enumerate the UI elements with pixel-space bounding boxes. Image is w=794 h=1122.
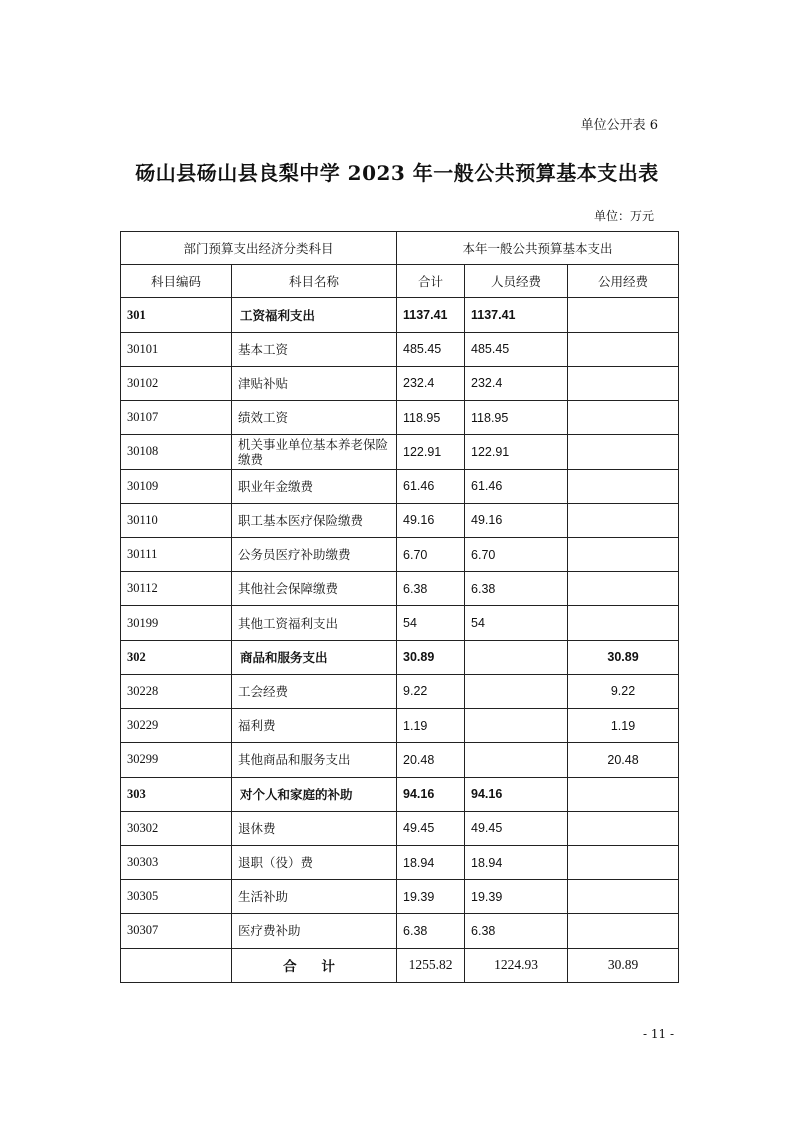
header-name: 科目名称 [232,265,397,298]
table-row [121,640,679,674]
cell-name: 公务员医疗补助缴费 [232,537,397,571]
cell-total: 18.94 [397,845,465,879]
table-number: 单位公开表 6 [580,118,658,133]
table-row [121,332,679,366]
cell-name: 其他工资福利支出 [232,606,397,640]
table-row [121,435,679,469]
cell-total: 485.45 [397,332,465,366]
cell-public [568,606,679,640]
cell-public [568,435,679,469]
table-row [121,298,679,332]
cell-personnel: 6.70 [465,537,568,571]
page-number: - 11 - [642,1027,674,1041]
cell-code: 30228 [121,674,232,708]
cell-total: 9.22 [397,674,465,708]
table-row [121,366,679,400]
cell-personnel [465,743,568,777]
header-group-row [121,232,679,265]
total-label: 合 计 [232,948,397,982]
cell-name: 工会经费 [232,674,397,708]
cell-personnel: 485.45 [465,332,568,366]
header-column-row [121,265,679,298]
cell-public: 1.19 [568,709,679,743]
cell-name: 绩效工资 [232,401,397,435]
cell-personnel: 18.94 [465,845,568,879]
cell-total: 118.95 [397,401,465,435]
cell-name: 津贴补贴 [232,366,397,400]
cell-personnel: 94.16 [465,777,568,811]
cell-public: 20.48 [568,743,679,777]
header-personnel: 人员经费 [465,265,568,298]
cell-public [568,811,679,845]
cell-total: 122.91 [397,435,465,469]
cell-personnel: 1137.41 [465,298,568,332]
cell-code: 30305 [121,880,232,914]
cell-public: 9.22 [568,674,679,708]
budget-table [120,231,679,983]
cell-public [568,503,679,537]
cell-personnel: 6.38 [465,914,568,948]
cell-personnel: 49.45 [465,811,568,845]
table-row [121,743,679,777]
cell-code: 302 [121,640,232,674]
header-code: 科目编码 [121,265,232,298]
header-group-right: 本年一般公共预算基本支出 [397,232,679,265]
cell-total: 1.19 [397,709,465,743]
cell-personnel [465,640,568,674]
cell-code: 30108 [121,435,232,469]
header-total: 合计 [397,265,465,298]
table-row [121,469,679,503]
cell-personnel: 118.95 [465,401,568,435]
cell-name: 工资福利支出 [232,298,397,332]
table-row [121,811,679,845]
cell-public [568,777,679,811]
cell-public [568,469,679,503]
cell-personnel: 6.38 [465,572,568,606]
cell-public: 30.89 [568,640,679,674]
cell-public [568,572,679,606]
total-row [121,948,679,982]
cell-personnel: 61.46 [465,469,568,503]
table-row [121,709,679,743]
cell-total: 30.89 [397,640,465,674]
cell-personnel [465,709,568,743]
table-row [121,777,679,811]
header-group-left: 部门预算支出经济分类科目 [121,232,397,265]
cell-total: 232.4 [397,366,465,400]
total-empty [121,948,232,982]
cell-name: 机关事业单位基本养老保险缴费 [232,435,397,469]
cell-code: 30107 [121,401,232,435]
cell-total: 49.45 [397,811,465,845]
table-row [121,845,679,879]
table-row [121,503,679,537]
cell-personnel: 122.91 [465,435,568,469]
cell-name: 基本工资 [232,332,397,366]
cell-name: 医疗费补助 [232,914,397,948]
header-public: 公用经费 [568,265,679,298]
cell-name: 退休费 [232,811,397,845]
total-sum: 1255.82 [397,948,465,982]
cell-public [568,401,679,435]
cell-code: 303 [121,777,232,811]
cell-name: 退职（役）费 [232,845,397,879]
cell-code: 30307 [121,914,232,948]
cell-code: 30102 [121,366,232,400]
cell-name: 生活补助 [232,880,397,914]
cell-public [568,332,679,366]
cell-public [568,537,679,571]
cell-code: 30110 [121,503,232,537]
table-row [121,572,679,606]
cell-personnel: 54 [465,606,568,640]
cell-code: 30229 [121,709,232,743]
cell-name: 对个人和家庭的补助 [232,777,397,811]
cell-total: 20.48 [397,743,465,777]
cell-code: 30112 [121,572,232,606]
table-row [121,674,679,708]
total-public: 30.89 [568,948,679,982]
cell-total: 61.46 [397,469,465,503]
table-row [121,914,679,948]
cell-total: 94.16 [397,777,465,811]
cell-code: 301 [121,298,232,332]
cell-code: 30299 [121,743,232,777]
cell-personnel: 232.4 [465,366,568,400]
cell-name: 其他商品和服务支出 [232,743,397,777]
cell-personnel: 49.16 [465,503,568,537]
cell-code: 30302 [121,811,232,845]
cell-total: 19.39 [397,880,465,914]
table-row [121,880,679,914]
cell-name: 其他社会保障缴费 [232,572,397,606]
cell-public [568,845,679,879]
cell-total: 49.16 [397,503,465,537]
cell-public [568,880,679,914]
cell-total: 6.38 [397,914,465,948]
table-row [121,401,679,435]
cell-name: 福利费 [232,709,397,743]
cell-personnel: 19.39 [465,880,568,914]
cell-total: 6.38 [397,572,465,606]
table-row [121,606,679,640]
cell-total: 1137.41 [397,298,465,332]
cell-public [568,298,679,332]
cell-name: 商品和服务支出 [232,640,397,674]
cell-code: 30109 [121,469,232,503]
page-title: 砀山县砀山县良梨中学 2023 年一般公共预算基本支出表 [135,161,659,185]
cell-code: 30111 [121,537,232,571]
cell-code: 30303 [121,845,232,879]
total-personnel: 1224.93 [465,948,568,982]
cell-name: 职业年金缴费 [232,469,397,503]
cell-name: 职工基本医疗保险缴费 [232,503,397,537]
unit-label: 单位：万元 [593,209,654,223]
cell-code: 30199 [121,606,232,640]
table-row [121,537,679,571]
cell-personnel [465,674,568,708]
cell-public [568,366,679,400]
cell-public [568,914,679,948]
cell-code: 30101 [121,332,232,366]
cell-total: 54 [397,606,465,640]
cell-total: 6.70 [397,537,465,571]
